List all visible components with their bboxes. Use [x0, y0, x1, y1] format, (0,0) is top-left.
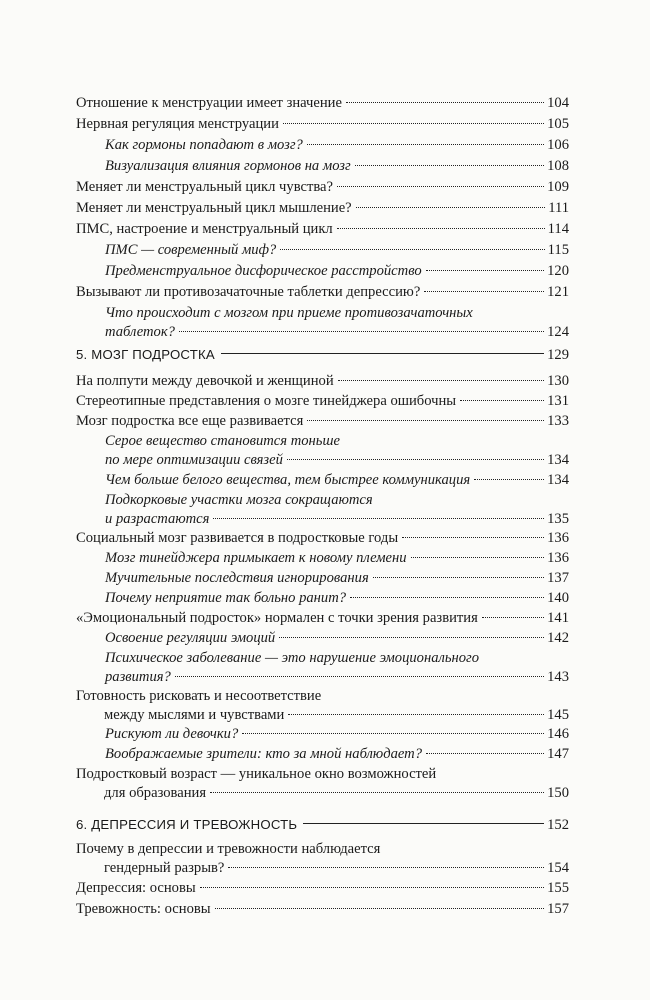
leader-dots: [283, 123, 544, 124]
leader-dots: [242, 733, 544, 734]
toc-subentry: [105, 745, 569, 764]
entry-title: Визуализация влияния гормонов на мозг: [105, 158, 351, 174]
chapter-title: 5. МОЗГ ПОДРОСТКА: [76, 347, 215, 362]
page-number: 141: [547, 610, 569, 626]
leader-dots: [228, 867, 544, 868]
entry-title: Мозг подростка все еще развивается: [76, 413, 304, 429]
toc-subentry: [105, 241, 569, 260]
entry-title-line2: гендерный разрыв?: [104, 860, 225, 876]
leader-dots: [210, 792, 544, 793]
page-number: 115: [547, 242, 569, 258]
entry-title: «Эмоциональный подросток» нормален с точки зрения развития: [76, 610, 478, 626]
page-number: 142: [547, 630, 569, 646]
page-number: 109: [547, 179, 569, 195]
leader-dots: [411, 557, 545, 558]
leader-dots: [337, 186, 544, 187]
entry-title-line2: развития?: [105, 669, 171, 685]
leader-rule: [303, 823, 544, 824]
entry-title-line2: между мыслями и чувствами: [104, 707, 285, 723]
page-number: 147: [547, 746, 569, 762]
toc-entry: [76, 900, 569, 919]
entry-title: Стереотипные представления о мозге тинейджера ошибочны: [76, 393, 457, 409]
toc-entry: [76, 609, 569, 628]
page-number: 137: [547, 570, 569, 586]
leader-dots: [200, 887, 544, 888]
page-number: 134: [547, 472, 569, 488]
entry-title-line1: Серое вещество становится тоньше: [105, 433, 340, 449]
toc-subentry: [105, 589, 569, 608]
leader-dots: [307, 144, 544, 145]
entry-title: Мозг тинейджера примыкает к новому племени: [105, 550, 407, 566]
entry-title-line1: Подростковый возраст — уникальное окно возможностей: [76, 766, 437, 782]
entry-title: Как гормоны попадают в мозг?: [105, 137, 303, 153]
toc-subentry: [105, 432, 569, 470]
entry-title: Меняет ли менструальный цикл чувства?: [76, 179, 334, 195]
toc-subentry: [105, 262, 569, 281]
toc-entry: [76, 529, 569, 548]
entry-title: Вызывают ли противозачаточные таблетки депрессию?: [76, 284, 421, 300]
toc-entry: [76, 687, 569, 725]
page-number: 124: [547, 324, 569, 340]
toc-subentry: [105, 157, 569, 176]
toc-entry: [76, 178, 569, 197]
page-number: 145: [547, 707, 569, 723]
page-number: 136: [547, 530, 569, 546]
page-number: 146: [547, 726, 569, 742]
page-number: 136: [547, 550, 569, 566]
page-number: 105: [547, 116, 569, 132]
entry-title-line1: Психическое заболевание — это нарушение эмоционального: [105, 650, 480, 666]
toc-entry: [76, 412, 569, 431]
leader-dots: [460, 400, 544, 401]
toc-subentry: [105, 549, 569, 568]
page-number: 157: [547, 901, 569, 917]
toc-entry: [76, 220, 569, 239]
entry-title: Воображаемые зрители: кто за мной наблюдает?: [105, 746, 422, 762]
entry-title: Почему неприятие так больно ранит?: [105, 590, 347, 606]
leader-dots: [373, 577, 544, 578]
entry-title-line2: по мере оптимизации связей: [105, 452, 283, 468]
leader-dots: [307, 420, 544, 421]
leader-dots: [175, 676, 544, 677]
entry-title: Отношение к менструации имеет значение: [76, 95, 342, 111]
entry-title: Тревожность: основы: [76, 901, 211, 917]
entry-title: Нервная регуляция менструации: [76, 116, 279, 132]
page-number: 130: [547, 373, 569, 389]
page-number: 104: [547, 95, 569, 111]
entry-title-line2: таблеток?: [105, 324, 175, 340]
leader-dots: [402, 537, 544, 538]
entry-title: ПМС — современный миф?: [105, 242, 277, 258]
entry-title: Социальный мозг развивается в подростковые годы: [76, 530, 399, 546]
toc-subentry: [105, 629, 569, 648]
page-number: 155: [547, 880, 569, 896]
entry-title: Меняет ли менструальный цикл мышление?: [76, 200, 352, 216]
toc-subentry: [105, 304, 569, 342]
leader-dots: [426, 753, 544, 754]
page-number: 152: [547, 817, 569, 833]
entry-title-line1: Что происходит с мозгом при приеме противозачаточных: [105, 305, 473, 321]
toc-entry: [76, 392, 569, 411]
leader-dots: [337, 228, 545, 229]
page-number: 121: [547, 284, 569, 300]
toc-entry: [76, 94, 569, 113]
entry-title: Мучительные последствия игнорирования: [105, 570, 369, 586]
page-number: 131: [547, 393, 569, 409]
toc-entry: [76, 840, 569, 878]
entry-title: Депрессия: основы: [76, 880, 196, 896]
page-number: 129: [547, 347, 569, 363]
leader-dots: [474, 479, 544, 480]
toc-entry: [76, 372, 569, 391]
leader-dots: [288, 714, 544, 715]
toc-subentry: [105, 649, 569, 687]
leader-rule: [221, 353, 544, 354]
leader-dots: [350, 597, 544, 598]
page-number: 133: [547, 413, 569, 429]
leader-dots: [426, 270, 544, 271]
entry-title-line2: и разрастаются: [105, 511, 210, 527]
toc-subentry: [105, 136, 569, 155]
page-number: 154: [547, 860, 569, 876]
toc-entry: [76, 199, 569, 218]
entry-title: Рискуют ли девочки?: [105, 726, 239, 742]
leader-dots: [280, 249, 544, 250]
page-number: 108: [547, 158, 569, 174]
leader-dots: [179, 331, 544, 332]
entry-title: ПМС, настроение и менструальный цикл: [76, 221, 333, 237]
entry-title: Предменструальное дисфорическое расстройство: [105, 263, 422, 279]
page-number: 114: [547, 221, 569, 237]
page-number: 120: [547, 263, 569, 279]
toc-subentry: [105, 569, 569, 588]
toc-entry: [76, 765, 569, 803]
chapter-heading: [76, 345, 569, 365]
chapter-title: 6. ДЕПРЕССИЯ И ТРЕВОЖНОСТЬ: [76, 817, 298, 832]
leader-dots: [346, 102, 544, 103]
page-number: 143: [547, 669, 569, 685]
chapter-heading: [76, 815, 569, 835]
page-number: 111: [548, 200, 569, 216]
toc-subentry: [105, 471, 569, 490]
leader-dots: [356, 207, 546, 208]
entry-title: Освоение регуляции эмоций: [105, 630, 276, 646]
leader-dots: [355, 165, 544, 166]
leader-dots: [482, 617, 544, 618]
toc-entry: [76, 879, 569, 898]
entry-title-line1: Готовность рисковать и несоответствие: [76, 688, 322, 704]
entry-title: Чем больше белого вещества, тем быстрее коммуникация: [105, 472, 471, 488]
page-number: 140: [547, 590, 569, 606]
page-number: 106: [547, 137, 569, 153]
toc-subentry: [105, 725, 569, 744]
leader-dots: [338, 380, 544, 381]
page-number: 150: [547, 785, 569, 801]
toc-entry: [76, 115, 569, 134]
entry-title: На полпути между девочкой и женщиной: [76, 373, 334, 389]
page-number: 134: [547, 452, 569, 468]
entry-title-line2: для образования: [104, 785, 207, 801]
entry-title-line1: Подкорковые участки мозга сокращаются: [105, 492, 373, 508]
leader-dots: [279, 637, 544, 638]
page-number: 135: [547, 511, 569, 527]
toc-subentry: [105, 491, 569, 529]
leader-dots: [213, 518, 544, 519]
leader-dots: [424, 291, 544, 292]
entry-title-line1: Почему в депрессии и тревожности наблюдается: [76, 841, 381, 857]
leader-dots: [287, 459, 544, 460]
leader-dots: [215, 908, 545, 909]
toc-entry: [76, 283, 569, 302]
